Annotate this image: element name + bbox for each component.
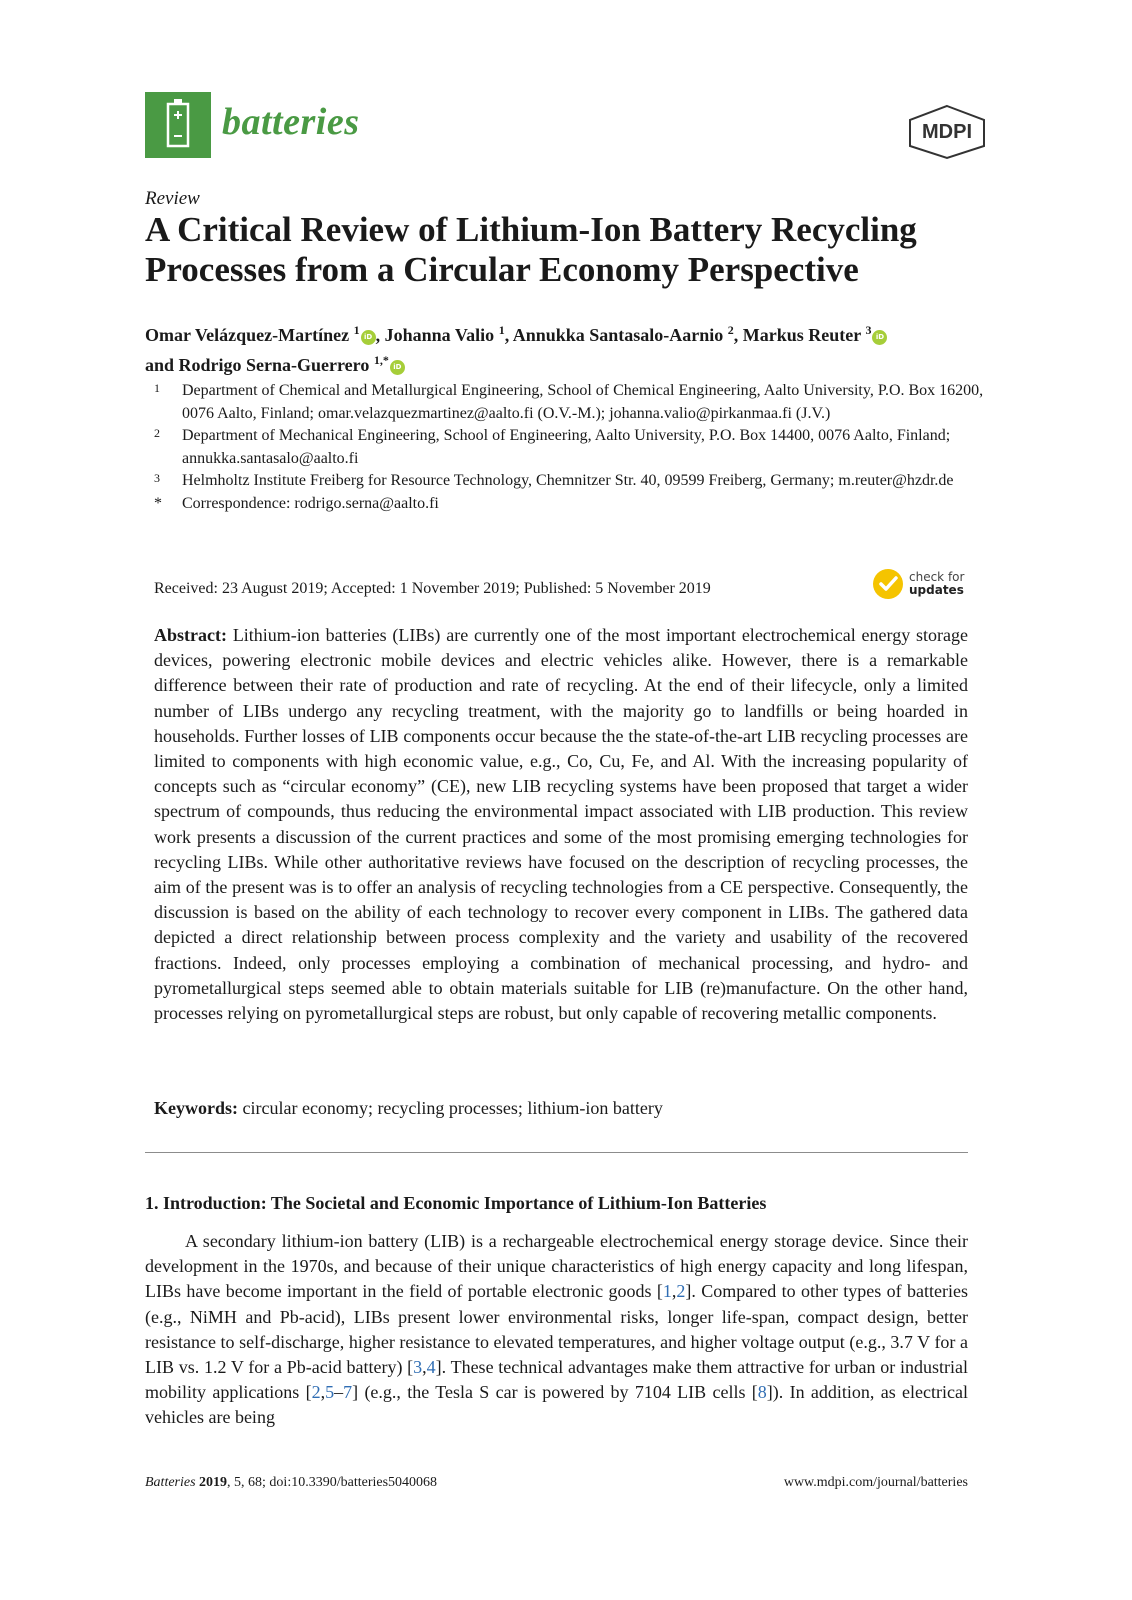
author-name: Annukka Santasalo-Aarnio (512, 325, 724, 345)
section-heading: 1. Introduction: The Societal and Economic Importance of Lithium-Ion Batteries (145, 1193, 767, 1213)
divider (145, 1152, 968, 1153)
keywords-label: Keywords: (154, 1098, 238, 1118)
check-updates-label: check for updates (909, 570, 965, 597)
correspondence: * Correspondence: rodrigo.serna@aalto.fi (154, 494, 439, 512)
orcid-icon[interactable]: iD (361, 330, 376, 345)
keywords (154, 1098, 968, 1119)
affiliation-item: 1 Department of Chemical and Metallurgical Engineering, School of Chemical Engineering, Aalto University, P.O. Box 16200, 0076 Aalto, Finland; omar.velazquezmartinez@aalto.fi (O.V.-M.); johanna.valio@pirkanmaa.fi (J.V.) (154, 381, 984, 422)
journal-logo (145, 92, 211, 158)
author-affiliation: 1 (353, 323, 360, 337)
footer-url[interactable]: www.mdpi.com/journal/batteries (783, 1475, 968, 1490)
article-title: A Critical Review of Lithium-Ion Battery Recycling Processes from a Circular Economy Perspective (145, 210, 917, 289)
affiliation-item: 2 Department of Mechanical Engineering, School of Engineering, Aalto University, P.O. Box 14400, 0076 Aalto, Finland; annukka.santasalo@aalto.fi (154, 426, 951, 467)
author-list: Omar Velázquez-Martínez $^1$ iD , Johanna Valio $^1$, Annukka Santasalo-Aarnio $^2$, Markus Reuter $^3$ iD and Rodrigo Serna-Guerrero $^{1,*}$ iD (145, 318, 1005, 378)
journal-name: batteries (222, 101, 360, 143)
abstract (154, 623, 968, 1026)
affiliation-item: 3 Helmholtz Institute Freiberg for Resource Technology, Chemnitzer Str. 40, 09599 Freiberg, Germany; m.reuter@hzdr.de (154, 471, 954, 489)
citation-link[interactable]: 3 (413, 1357, 423, 1378)
citation-link[interactable]: 2 (311, 1382, 321, 1403)
author-affiliation: 1 (498, 323, 505, 337)
orcid-icon[interactable]: iD (390, 360, 405, 375)
citation-link[interactable]: 5 (325, 1382, 335, 1403)
body-paragraph: A secondary lithium-ion battery (LIB) is a rechargeable electrochemical energy storage device. Since their development in the 1970s, and because of their unique characteristics of high energy capacity and long lifespan, LIBs have become important in the field of portable electronic goods [1,2]. Compared to other types of batteries (e.g., NiMH and Pb-acid), LIBs present lower environmental risks, longer life-span, compact design, better resistance to self-discharge, higher resistance to elevated temperatures, and higher voltage output (e.g., 3.7 V for a LIB vs. 1.2 V for a Pb-acid battery) [3,4]. These technical advantages make them attractive for urban or industrial mobility applications [2,5–7] (e.g., the Tesla S car is powered by 7104 LIB cells [8]). In addition, as electrical vehicles are being (145, 1231, 968, 1428)
footer-citation: Batteries 2019, 5, 68; doi:10.3390/batteries5040068 (145, 1475, 438, 1490)
keywords-text: circular economy; recycling processes; lithium-ion battery (242, 1098, 663, 1118)
author-name: Markus Reuter (742, 325, 861, 345)
author-name: and Rodrigo Serna-Guerrero (145, 355, 370, 375)
battery-icon (145, 92, 211, 158)
author-affiliation: 3 (865, 323, 872, 337)
checkmark-icon (872, 568, 904, 600)
author-affiliation: 1,* (373, 353, 389, 367)
citation-link[interactable]: 7 (343, 1382, 353, 1403)
abstract-label: Abstract: (154, 625, 227, 645)
mdpi-logo (906, 104, 988, 160)
author-affiliation: 2 (727, 323, 734, 337)
citation-link[interactable]: 8 (757, 1382, 767, 1403)
orcid-icon[interactable]: iD (872, 330, 887, 345)
article-type: Review (145, 188, 200, 209)
publisher-name: MDPI (922, 121, 972, 143)
publication-dates: Received: 23 August 2019; Accepted: 1 November 2019; Published: 5 November 2019 (154, 580, 711, 597)
citation-link[interactable]: 1 (662, 1281, 672, 1302)
citation-link[interactable]: 2 (676, 1281, 686, 1302)
author-name: Omar Velázquez-Martínez (145, 325, 350, 345)
affiliations (154, 380, 994, 515)
author-name: Johanna Valio (384, 325, 495, 345)
abstract-text: Lithium-ion batteries (LIBs) are currently one of the most important electrochemical energy storage devices, powering electronic mobile devices and electric vehicles alike. However, there is a remarkable difference between their rate of production and rate of recycling. At the end of their lifecycle, only a limited number of LIBs undergo any recycling treatment, with the majority go to landfills or being hoarded in households. Further losses of LIB components occur because the the state-of-the-art LIB recycling processes are limited to components with high economic value, e.g., Co, Cu, Fe, and Al. With the increasing popularity of concepts such as “circular economy” (CE), new LIB recycling systems have been proposed that target a wider spectrum of compounds, thus reducing the environmental impact associated with LIB production. This review work presents a discussion of the current practices and some of the most promising emerging technologies for recycling LIBs. While other authoritative reviews have focused on the description of recycling processes, the aim of the present was is to offer an analysis of recycling technologies from a CE perspective. Consequently, the discussion is based on the ability of each technology to recover every component in LIBs. The gathered data depicted a direct relationship between process complexity and the variety and usability of the recovered fractions. Indeed, only processes employing a combination of mechanical processing, and hydro- and pyrometallurgical steps seemed able to obtain materials suitable for LIB (re)manufacture. On the other hand, processes relying on pyrometallurgical steps are robust, but only capable of recovering metallic components. (154, 625, 969, 1024)
check-for-updates-button[interactable] (872, 566, 982, 602)
citation-link[interactable]: 4 (426, 1357, 436, 1378)
